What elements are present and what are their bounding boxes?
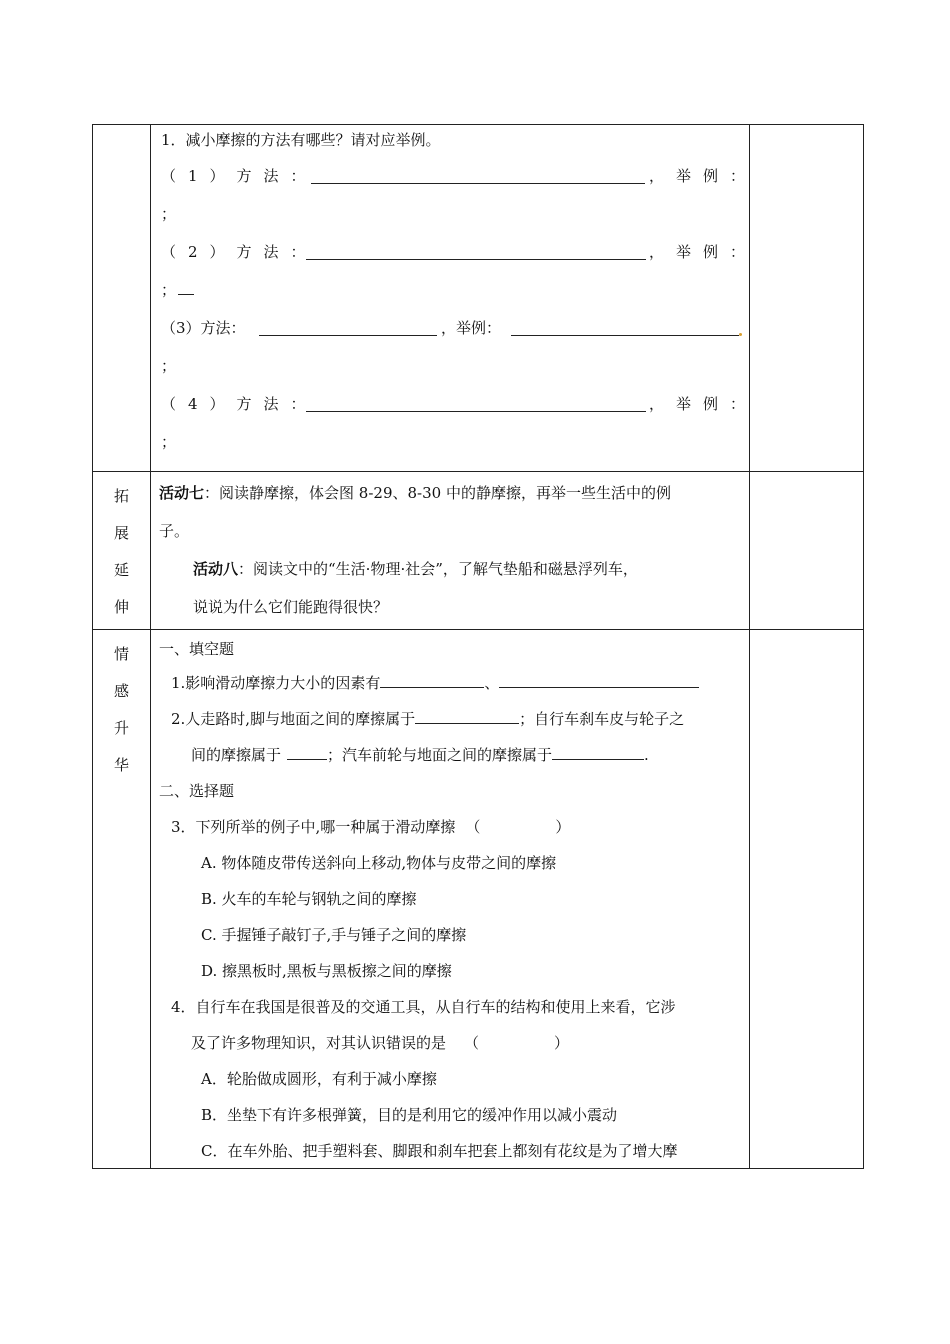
question-1: 1．减小摩擦的方法有哪些？请对应举例。 xyxy=(161,131,441,149)
fill-2-blank-b xyxy=(287,743,327,760)
q3-option-a: A. 物体随皮带传送斜向上移动,物体与皮带之间的摩擦 xyxy=(201,854,557,872)
side-label-extension xyxy=(93,472,151,630)
activity-8-line xyxy=(159,550,749,588)
example-2-label: ，举例： xyxy=(649,243,758,261)
worksheet-table xyxy=(92,124,864,1169)
activities-cell xyxy=(151,472,750,630)
q3-option-d: D. 擦黑板时,黑板与黑板擦之间的摩擦 xyxy=(201,962,452,980)
activity-8-label: 活动八 xyxy=(193,560,239,578)
choice-question-4: 4．自行车在我国是很普及的交通工具，从自行车的结构和使用上来看，它涉 xyxy=(171,998,676,1016)
side-char-6: 感 xyxy=(113,682,129,700)
side-char-2: 展 xyxy=(113,524,129,542)
method-1-row xyxy=(161,157,758,195)
method-3-row xyxy=(161,309,749,347)
side-char-8: 华 xyxy=(113,756,129,774)
activity-7-line xyxy=(159,474,749,512)
fill-2-blank-c xyxy=(552,743,644,760)
method-2-blank xyxy=(306,243,646,260)
activity-8-continued: 说说为什么它们能跑得很快？ xyxy=(193,598,389,616)
method-4-blank xyxy=(306,395,646,412)
choice-heading: 二、选择题 xyxy=(159,782,235,800)
example-3-label: ，举例： xyxy=(441,319,502,337)
notes-cell-2 xyxy=(750,472,864,630)
q3-text: 3．下列所举的例子中,哪一种属于滑动摩擦 xyxy=(171,818,456,836)
method-3-blank xyxy=(259,319,437,336)
semicolon-2: ； xyxy=(161,281,177,299)
activity-7-continued: 子。 xyxy=(159,522,190,540)
semicolon-4: ； xyxy=(161,433,177,451)
fill-2-text-d: ；汽车前轮与地面之间的摩擦属于 xyxy=(327,746,553,764)
fill-1-blank-b xyxy=(499,671,699,688)
activity-8-text: ：阅读文中的“生活·物理·社会”，了解气垫船和磁悬浮列车， xyxy=(238,560,638,578)
exercises-cell xyxy=(151,630,750,1169)
method-4-label: （4）方法： xyxy=(161,395,318,413)
orange-dot-mark xyxy=(739,333,742,336)
fill-question-2 xyxy=(159,700,749,736)
q3-option-b: B. 火车的车轮与钢轨之间的摩擦 xyxy=(201,890,417,908)
fill-2-text-c: 间的摩擦属于 xyxy=(191,746,282,764)
fill-2-text-b: ；自行车刹车皮与轮子之 xyxy=(519,710,685,728)
example-4-label: ，举例： xyxy=(649,395,758,413)
example-1-label: ，举例： xyxy=(649,167,758,185)
example-3-blank xyxy=(511,319,739,336)
method-3-label: （3）方法： xyxy=(161,319,246,337)
side-char-7: 升 xyxy=(113,719,129,737)
example-2-blank xyxy=(178,278,194,295)
side-char-5: 情 xyxy=(113,645,129,663)
side-label-emotion xyxy=(93,630,151,1169)
semicolon-3: ； xyxy=(161,357,177,375)
fill-in-heading: 一、填空题 xyxy=(159,640,235,658)
reduce-friction-cell xyxy=(151,125,758,472)
q4-text: 及了许多物理知识，对其认识错误的是 xyxy=(191,1034,447,1052)
fill-1-sep: 、 xyxy=(484,674,500,692)
fill-2-blank-a xyxy=(415,707,519,724)
notes-cell-1 xyxy=(750,125,864,472)
side-cell-empty xyxy=(93,125,151,472)
q3-answer-paren: （ ） xyxy=(465,818,571,836)
method-1-blank xyxy=(311,167,645,184)
semicolon-2-row xyxy=(161,271,749,309)
method-4-row xyxy=(161,385,758,423)
q4-option-c: C．在车外胎、把手塑料套、脚跟和刹车把套上都刻有花纹是为了增大摩 xyxy=(201,1142,678,1160)
q4-option-a: A．轮胎做成圆形，有利于减小摩擦 xyxy=(201,1070,437,1088)
fill-question-2-cont xyxy=(159,736,749,772)
activity-7-label: 活动七 xyxy=(159,484,205,502)
notes-cell-3 xyxy=(750,630,864,1169)
fill-2-text-a: 2.人走路时,脚与地面之间的摩擦属于 xyxy=(171,710,416,728)
side-char-1: 拓 xyxy=(113,487,129,505)
fill-1-blank-a xyxy=(380,671,484,688)
q4-answer-paren: （ ） xyxy=(464,1034,570,1052)
choice-question-3 xyxy=(159,808,749,844)
fill-question-1 xyxy=(159,664,749,700)
method-1-label: （1）方法： xyxy=(161,167,318,185)
fill-2-period: . xyxy=(644,746,649,764)
q4-option-b: B．坐垫下有许多根弹簧，目的是利用它的缓冲作用以减小震动 xyxy=(201,1106,618,1124)
side-char-4: 伸 xyxy=(113,598,129,616)
semicolon-1: ； xyxy=(161,205,177,223)
fill-1-text: 1.影响滑动摩擦力大小的因素有 xyxy=(171,674,381,692)
method-2-label: （2）方法： xyxy=(161,243,318,261)
q3-option-c: C. 手握锤子敲钉子,手与锤子之间的摩擦 xyxy=(201,926,467,944)
method-2-row xyxy=(161,233,758,271)
choice-question-4-cont xyxy=(159,1024,749,1060)
side-char-3: 延 xyxy=(113,561,129,579)
activity-7-text: ：阅读静摩擦，体会图 8-29、8-30 中的静摩擦，再举一些生活中的例 xyxy=(204,484,671,502)
